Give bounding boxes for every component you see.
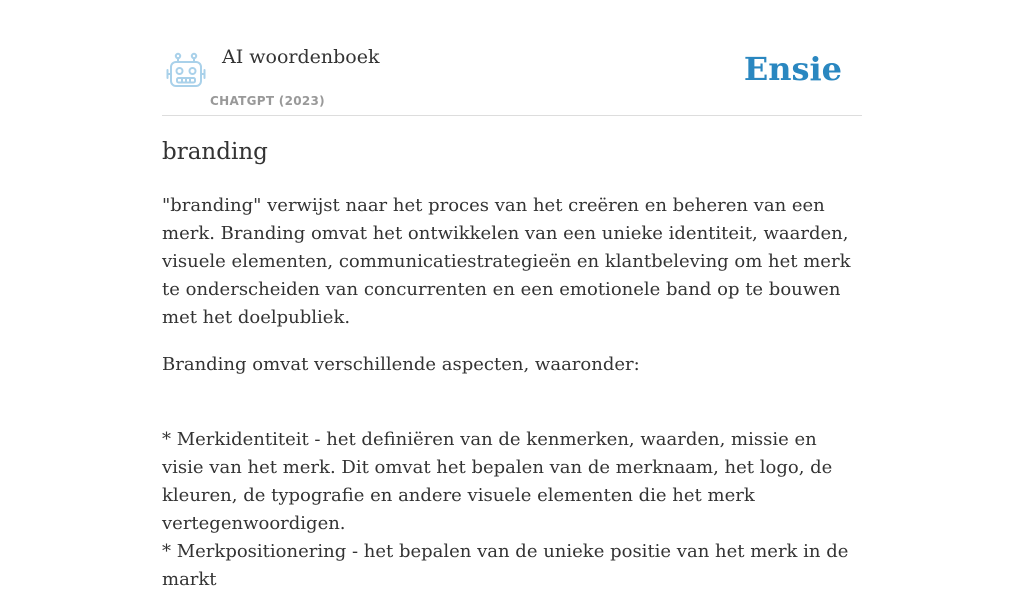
dictionary-subtitle: CHATGPT (2023) <box>210 94 325 108</box>
definition-bullet: * Merkpositionering - het bepalen van de unieke positie van het merk in de markt <box>162 541 849 590</box>
definition-paragraph: "branding" verwijst naar het proces van het creëren en beheren van een merk. Branding omvat het ontwikkelen van een unieke identiteit, waarden, visuele elementen, communicatiestrategieën en klantbeleving om het merk te onderscheiden van concurrenten en een emotionele band op te bouwen met het doelpubliek. <box>162 195 851 328</box>
robot-icon <box>166 52 206 90</box>
ensie-logo[interactable]: Ensie <box>743 50 842 88</box>
robot-icon-graphic <box>166 52 206 90</box>
dictionary-title[interactable]: AI woordenboek <box>222 46 380 68</box>
entry-definition <box>162 192 862 594</box>
dictionary-header <box>162 40 862 116</box>
entry-term: branding <box>162 139 268 165</box>
paragraph-spacer <box>162 398 862 426</box>
definition-bullet: * Merkidentiteit - het definiëren van de kenmerken, waarden, missie en visie van het merk. Dit omvat het bepalen van de merknaam, het logo, de kleuren, de typografie en andere visuele elementen die het merk vertegenwoordigen. <box>162 429 833 534</box>
definition-paragraph: Branding omvat verschillende aspecten, waaronder: <box>162 354 640 375</box>
